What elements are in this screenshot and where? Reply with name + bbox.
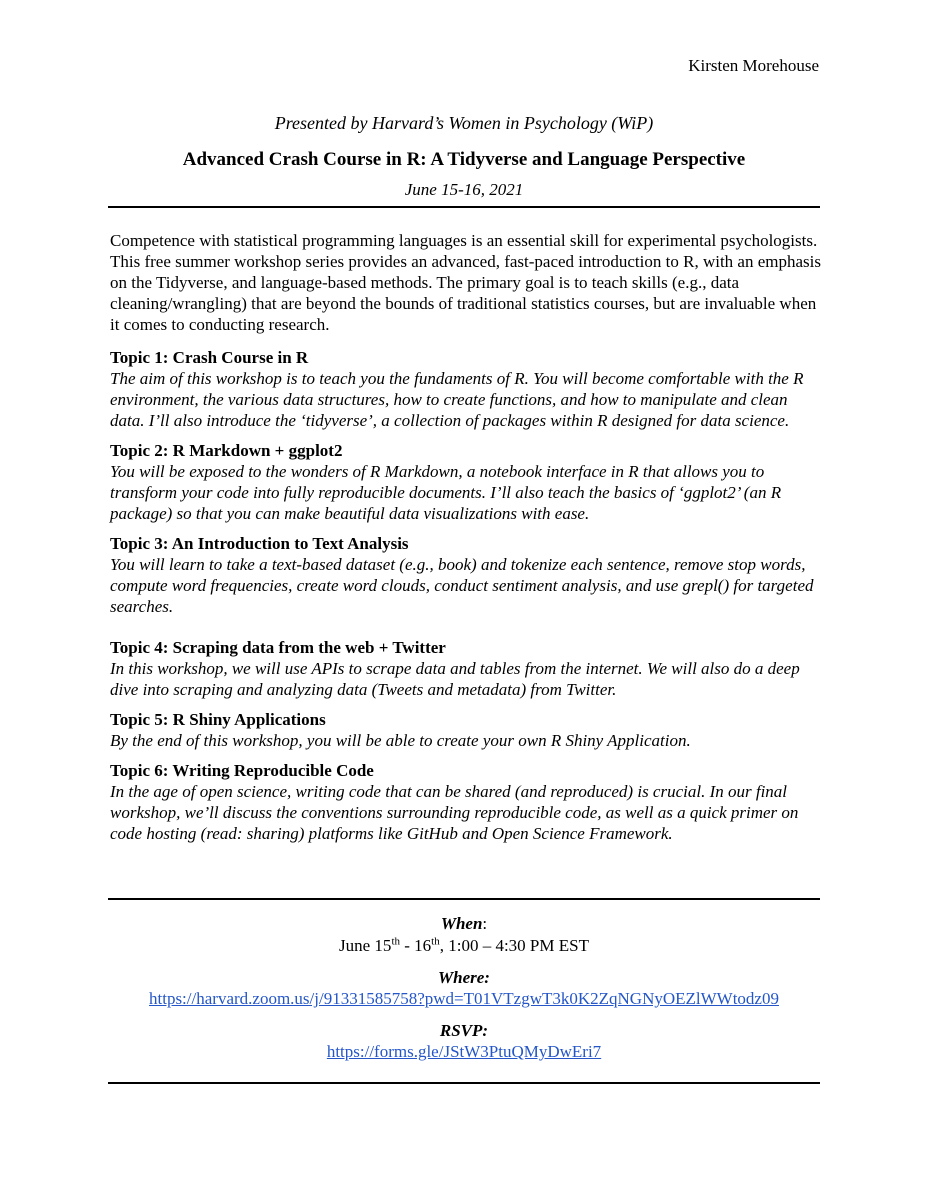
rsvp-label (108, 1020, 820, 1041)
topic-heading: Topic 3: An Introduction to Text Analysis (110, 534, 409, 553)
author-name: Kirsten Morehouse (688, 56, 819, 75)
rsvp-label-text: RSVP (439, 1021, 483, 1040)
topic-description: In the age of open science, writing code that can be shared (and reproduced) is crucial. In our final workshop, we’ll discuss the conventions surrounding reproducible code, as well as a quick primer on code hosting (read: sharing) platforms like GitHub and Open Science Framework. (110, 782, 799, 843)
when-value (108, 935, 820, 956)
topic-item (110, 709, 822, 751)
when-label (108, 913, 820, 934)
presenter-line: Presented by Harvard’s Women in Psychology (WiP) (274, 113, 654, 133)
when-label-colon: : (482, 914, 488, 933)
rsvp-link[interactable]: https://forms.gle/JStW3PtuQMyDwEri7 (326, 1042, 602, 1061)
topic-description: The aim of this workshop is to teach you the fundaments of R. You will become comfortable with the R environment, the various data structures, how to create functions, and how to manipulate and clean data. I’ll also introduce the ‘tidyverse’, a collection of packages within R designed for data science. (110, 369, 804, 430)
topic-description: You will be exposed to the wonders of R Markdown, a notebook interface in R that allows you to transform your code into fully reproducible documents. I’ll also teach the basics of ‘ggplot2’ (an R package) so that you can make beautiful data visualizations with ease. (110, 462, 782, 523)
when-day1: June 15 (339, 936, 392, 955)
zoom-link[interactable]: https://harvard.zoom.us/j/91331585758?pwd=T01VTzgwT3k0K2ZqNGNyOEZlWWtodz09 (149, 989, 779, 1008)
where-value (108, 988, 820, 1009)
topic-item (110, 440, 822, 524)
top-divider (108, 206, 820, 208)
document-title: Advanced Crash Course in R: A Tidyverse and Language Perspective (182, 149, 746, 170)
middle-divider (108, 898, 820, 900)
when-sup2: th (431, 935, 440, 948)
topic-description: In this workshop, we will use APIs to scrape data and tables from the internet. We will also do a deep dive into scraping and analyzing data (Tweets and metadata) from Twitter. (110, 659, 800, 699)
where-label-text: Where: (438, 968, 490, 987)
where-label (108, 967, 820, 988)
topic-item (110, 533, 822, 617)
rsvp-label-colon: : (482, 1021, 489, 1040)
topic-heading: Topic 4: Scraping data from the web + Twitter (110, 638, 446, 657)
topic-heading: Topic 5: R Shiny Applications (110, 710, 326, 729)
topic-heading: Topic 6: Writing Reproducible Code (110, 761, 374, 780)
when-label-text: When (440, 914, 483, 933)
topic-item (110, 760, 822, 844)
topic-item (110, 637, 822, 700)
document-date: June 15-16, 2021 (404, 180, 524, 199)
bottom-divider (108, 1082, 820, 1084)
when-sup1: th (391, 935, 400, 948)
topics-list (110, 347, 822, 844)
topic-item (110, 347, 822, 431)
topic-heading: Topic 1: Crash Course in R (110, 348, 309, 367)
topic-description: You will learn to take a text-based dataset (e.g., book) and tokenize each sentence, remove stop words, compute word frequencies, create word clouds, conduct sentiment analysis, and use grepl() for targeted searches. (110, 555, 814, 616)
intro-paragraph: Competence with statistical programming languages is an essential skill for experimental psychologists. This free summer workshop series provides an advanced, fast-paced introduction to R, with an emphasis on the Tidyverse, and language-based methods. The primary goal is to teach skills (e.g., data cleaning/wrangling) that are beyond the bounds of traditional statistics courses, but are invaluable when it comes to conducting research. (110, 231, 821, 334)
when-sep: - 16 (400, 936, 432, 955)
topic-heading: Topic 2: R Markdown + ggplot2 (110, 441, 343, 460)
topic-description: By the end of this workshop, you will be able to create your own R Shiny Application. (110, 731, 691, 750)
when-time: , 1:00 – 4:30 PM EST (439, 936, 589, 955)
rsvp-value (108, 1041, 820, 1062)
